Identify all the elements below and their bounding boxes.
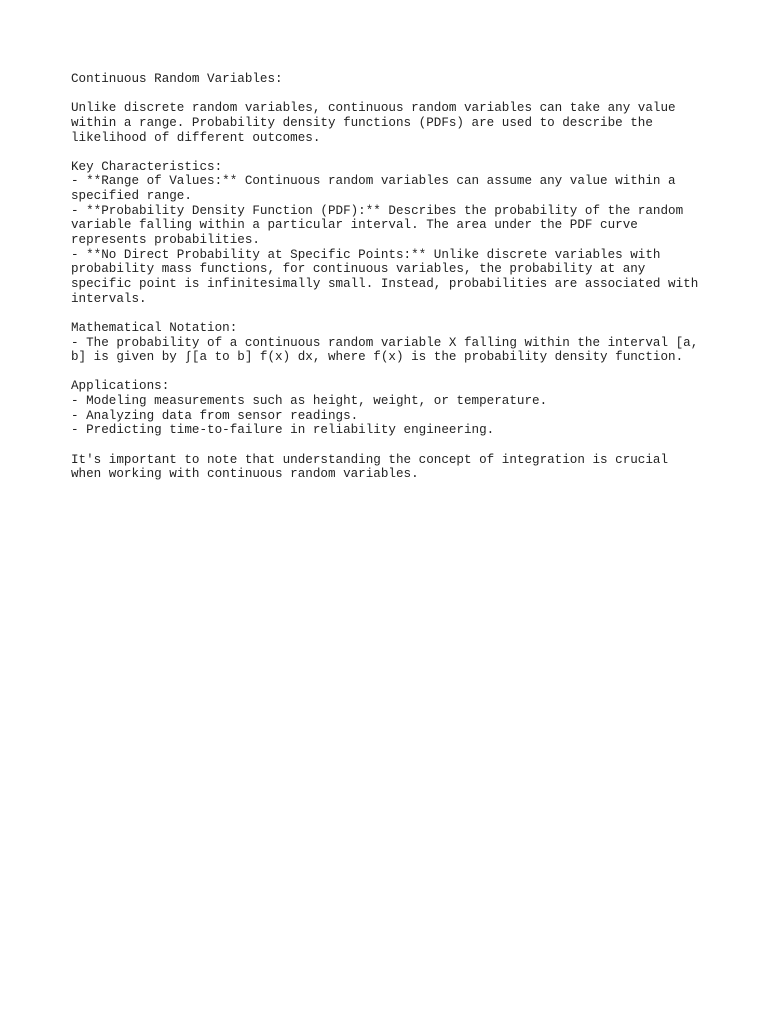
intro-paragraph — [71, 101, 731, 145]
text-line: - Predicting time-to-failure in reliability engineering. — [71, 423, 495, 438]
blank-line — [71, 87, 731, 102]
text-line: It's important to note that understanding the concept of integration is crucial — [71, 452, 669, 467]
text-line: - Modeling measurements such as height, weight, or temperature. — [71, 394, 548, 409]
text-line: likelihood of different outcomes. — [71, 130, 321, 145]
text-line: probability mass functions, for continuous variables, the probability at any — [71, 262, 646, 277]
text-line: variable falling within a particular interval. The area under the PDF curve — [71, 218, 638, 233]
blank-line — [71, 365, 731, 380]
text-line: Unlike discrete random variables, continuous random variables can take any value — [71, 101, 676, 116]
applications-section — [71, 379, 731, 438]
closing-paragraph — [71, 453, 731, 482]
text-line: specified range. — [71, 189, 192, 204]
document-title: Continuous Random Variables: — [71, 72, 283, 86]
text-line: represents probabilities. — [71, 233, 260, 248]
text-line: - **Range of Values:** Continuous random variables can assume any value within a — [71, 174, 676, 189]
section-heading: Mathematical Notation: — [71, 320, 238, 335]
text-line: - **No Direct Probability at Specific Points:** Unlike discrete variables with — [71, 247, 661, 262]
blank-line — [71, 306, 731, 321]
text-line: when working with continuous random variables. — [71, 467, 419, 482]
mathematical-notation-section — [71, 321, 731, 365]
text-line: - Analyzing data from sensor readings. — [71, 408, 359, 423]
blank-line — [71, 438, 731, 453]
document-page — [71, 72, 731, 482]
text-line: specific point is infinitesimally small. Instead, probabilities are associated with — [71, 276, 699, 291]
text-line: - The probability of a continuous random variable X falling within the interval [a, — [71, 335, 699, 350]
section-heading: Applications: — [71, 379, 170, 394]
text-line: intervals. — [71, 291, 147, 306]
blank-line — [71, 145, 731, 160]
text-line: b] is given by ∫[a to b] f(x) dx, where f(x) is the probability density function. — [71, 350, 684, 365]
text-line: within a range. Probability density functions (PDFs) are used to describe the — [71, 115, 653, 130]
key-characteristics-section — [71, 160, 731, 306]
section-heading: Key Characteristics: — [71, 159, 223, 174]
text-line: - **Probability Density Function (PDF):** Describes the probability of the random — [71, 203, 684, 218]
